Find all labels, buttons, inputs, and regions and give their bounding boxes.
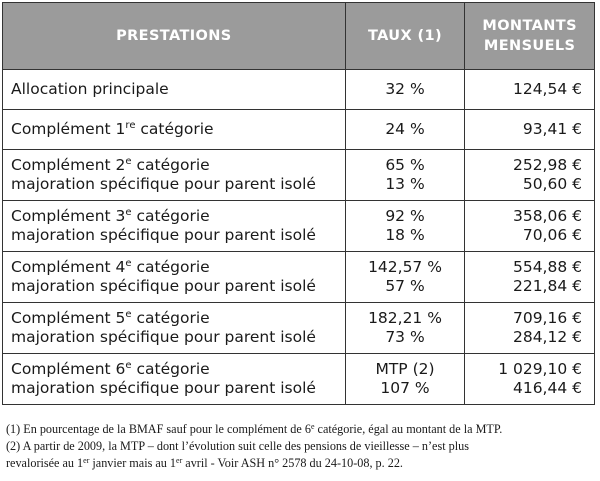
prestation-label bbox=[11, 120, 345, 139]
majoration-label: majoration spécifique pour parent isolé bbox=[11, 226, 316, 244]
footnote-text: catégorie, égal au montant de la MTP. bbox=[314, 422, 503, 436]
footnotes bbox=[6, 421, 598, 472]
footnote-text: avril - Voir ASH n° 2578 du 24-10-08, p. 22. bbox=[182, 456, 403, 470]
prestation-cell bbox=[3, 303, 346, 354]
montant-value: 554,88 € bbox=[512, 258, 582, 276]
taux-value: MTP (2) bbox=[375, 360, 435, 378]
label-superscript: e bbox=[125, 309, 132, 320]
prestation-label bbox=[11, 258, 345, 277]
benefits-table bbox=[2, 2, 595, 405]
table-row bbox=[3, 70, 595, 110]
prestation-label: Allocation principale bbox=[11, 80, 169, 98]
taux-value: 182,21 % bbox=[368, 309, 442, 327]
header-montants-line2: MENSUELS bbox=[483, 38, 576, 54]
prestation-cell bbox=[3, 70, 346, 110]
table-row bbox=[3, 303, 595, 354]
prestation-label bbox=[11, 309, 345, 328]
footnote-text: janvier mais au 1 bbox=[89, 456, 177, 470]
taux-cell bbox=[345, 201, 465, 252]
prestation-label bbox=[11, 156, 345, 175]
taux-value: 24 % bbox=[385, 120, 425, 138]
montant-majoration-value: 50,60 € bbox=[522, 175, 582, 193]
taux-majoration-value: 13 % bbox=[385, 175, 425, 193]
montant-value: 709,16 € bbox=[512, 309, 582, 327]
montant-cell bbox=[465, 110, 595, 150]
taux-value: 65 % bbox=[385, 156, 425, 174]
label-text: Complément 4 bbox=[11, 258, 126, 276]
label-text: catégorie bbox=[131, 207, 210, 225]
prestation-cell bbox=[3, 252, 346, 303]
footnote-text: revalorisée au 1 bbox=[6, 456, 84, 470]
label-superscript: e bbox=[125, 360, 132, 371]
table-row bbox=[3, 354, 595, 405]
taux-majoration-value: 107 % bbox=[380, 379, 430, 397]
taux-cell bbox=[345, 303, 465, 354]
footnote-superscript: er bbox=[83, 456, 90, 465]
montant-majoration-value: 70,06 € bbox=[522, 226, 582, 244]
label-text: catégorie bbox=[131, 258, 210, 276]
montant-cell bbox=[465, 354, 595, 405]
taux-value: 92 % bbox=[385, 207, 425, 225]
label-text: Complément 2 bbox=[11, 156, 126, 174]
footnote-text: (1) En pourcentage de la BMAF sauf pour le complément de 6 bbox=[6, 422, 311, 436]
label-text: catégorie bbox=[131, 156, 210, 174]
label-text: Complément 5 bbox=[11, 309, 126, 327]
montant-value: 1 029,10 € bbox=[498, 360, 582, 378]
prestation-cell bbox=[3, 354, 346, 405]
label-superscript: e bbox=[125, 156, 132, 167]
majoration-label: majoration spécifique pour parent isolé bbox=[11, 175, 316, 193]
label-text: catégorie bbox=[131, 309, 210, 327]
footnote-superscript: er bbox=[176, 456, 183, 465]
prestation-cell bbox=[3, 150, 346, 201]
header-montants-line1: MONTANTS bbox=[482, 18, 577, 34]
label-superscript: e bbox=[125, 207, 132, 218]
majoration-label: majoration spécifique pour parent isolé bbox=[11, 379, 316, 397]
taux-cell bbox=[345, 70, 465, 110]
montant-majoration-value: 416,44 € bbox=[512, 379, 582, 397]
montant-value: 93,41 € bbox=[522, 120, 582, 138]
montant-cell bbox=[465, 252, 595, 303]
montant-cell bbox=[465, 150, 595, 201]
taux-majoration-value: 57 % bbox=[385, 277, 425, 295]
taux-cell bbox=[345, 110, 465, 150]
header-taux: TAUX (1) bbox=[345, 3, 465, 70]
label-text: catégorie bbox=[135, 120, 214, 138]
taux-value: 142,57 % bbox=[368, 258, 442, 276]
majoration-label: majoration spécifique pour parent isolé bbox=[11, 277, 316, 295]
montant-value: 358,06 € bbox=[512, 207, 582, 225]
montant-cell bbox=[465, 201, 595, 252]
header-montants bbox=[465, 3, 595, 70]
label-superscript: e bbox=[125, 258, 132, 269]
montant-cell bbox=[465, 303, 595, 354]
label-text: Complément 6 bbox=[11, 360, 126, 378]
taux-cell bbox=[345, 252, 465, 303]
header-prestations: PRESTATIONS bbox=[3, 3, 346, 70]
prestation-cell bbox=[3, 110, 346, 150]
table-row bbox=[3, 110, 595, 150]
montant-majoration-value: 284,12 € bbox=[512, 328, 582, 346]
montant-majoration-value: 221,84 € bbox=[512, 277, 582, 295]
montant-value: 252,98 € bbox=[512, 156, 582, 174]
taux-cell bbox=[345, 150, 465, 201]
taux-majoration-value: 73 % bbox=[385, 328, 425, 346]
table-row bbox=[3, 252, 595, 303]
taux-value: 32 % bbox=[385, 80, 425, 98]
footnote-1 bbox=[6, 421, 598, 438]
label-superscript: re bbox=[125, 120, 136, 131]
label-text: Complément 3 bbox=[11, 207, 126, 225]
prestation-label bbox=[11, 207, 345, 226]
label-text: catégorie bbox=[131, 360, 210, 378]
table-header-row bbox=[3, 3, 595, 70]
taux-majoration-value: 18 % bbox=[385, 226, 425, 244]
prestation-cell bbox=[3, 201, 346, 252]
label-text: Complément 1 bbox=[11, 120, 126, 138]
table-row bbox=[3, 201, 595, 252]
montant-cell bbox=[465, 70, 595, 110]
montant-value: 124,54 € bbox=[512, 80, 582, 98]
footnote-superscript: e bbox=[310, 422, 315, 431]
majoration-label: majoration spécifique pour parent isolé bbox=[11, 328, 316, 346]
taux-cell bbox=[345, 354, 465, 405]
footnote-2-line1: (2) A partir de 2009, la MTP – dont l’évolution suit celle des pensions de vieillesse – n’est plus bbox=[6, 439, 469, 453]
prestation-label bbox=[11, 360, 345, 379]
footnote-2-line2 bbox=[6, 455, 598, 472]
table-row bbox=[3, 150, 595, 201]
